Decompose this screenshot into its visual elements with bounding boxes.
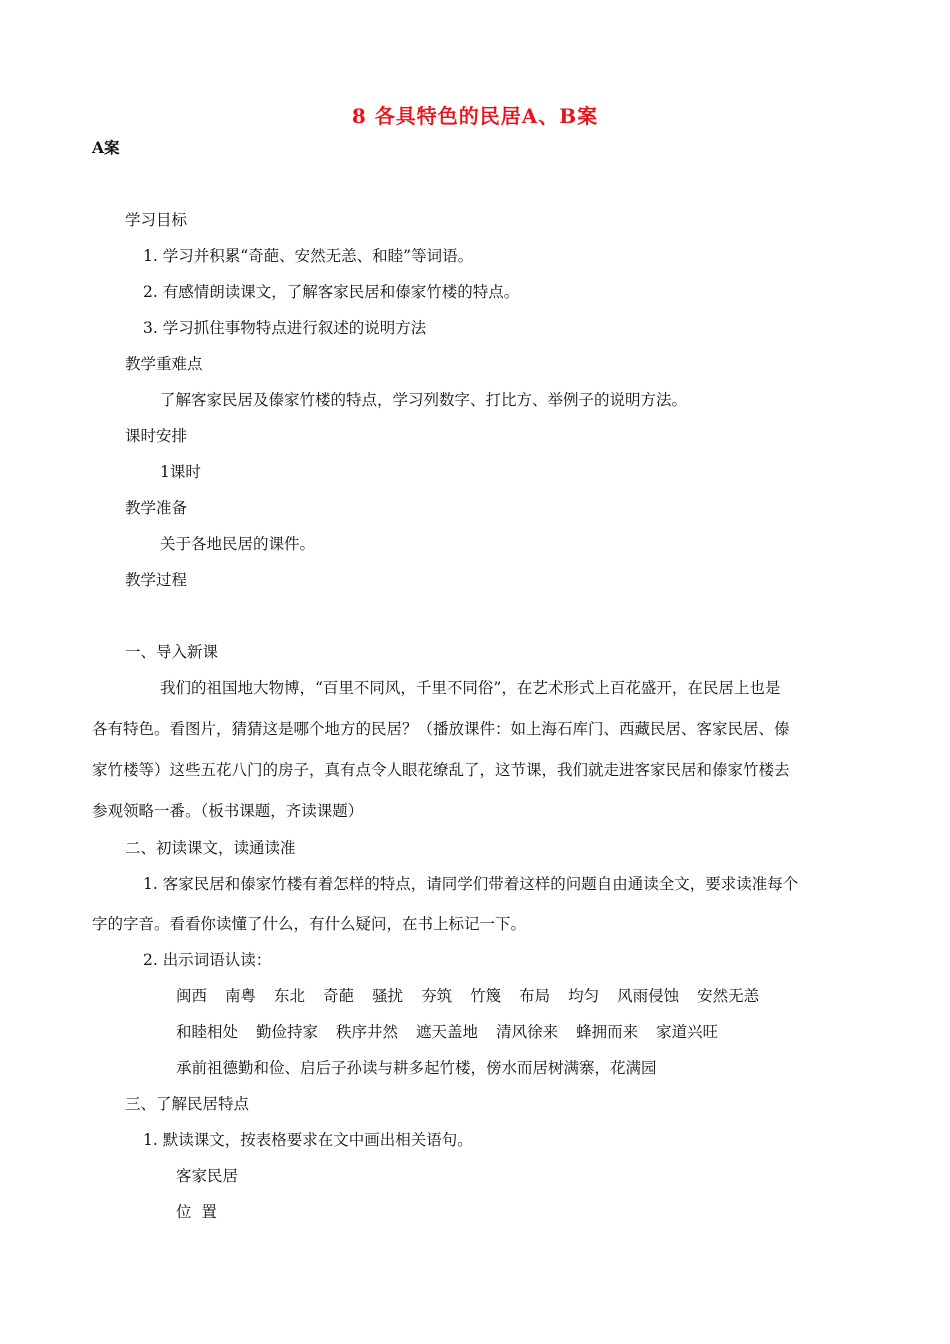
vocab-word: 家道兴旺 xyxy=(656,1023,719,1041)
step-2-item-2: 2. 出示词语认读： xyxy=(143,951,272,969)
vocab-word: 和睦相处 xyxy=(176,1023,239,1041)
vocab-word: 遮天盖地 xyxy=(416,1023,479,1041)
preparation-heading: 教学准备 xyxy=(125,499,188,517)
vocab-word: 竹篾 xyxy=(470,987,502,1005)
vocab-word: 蜂拥而来 xyxy=(576,1023,639,1041)
process-heading: 教学过程 xyxy=(125,571,188,589)
vocab-word: 奇葩 xyxy=(323,987,355,1005)
vocab-word: 清风徐来 xyxy=(496,1023,559,1041)
step-1-paragraph-line-4: 参观领略一番。（板书课题，齐读课题） xyxy=(92,802,364,820)
step-1-title: 一、导入新课 xyxy=(125,643,219,661)
vocab-word: 安然无恙 xyxy=(697,987,760,1005)
goals-heading: 学习目标 xyxy=(125,211,188,229)
vocab-word: 东北 xyxy=(274,987,306,1005)
step-1-paragraph-line-3: 家竹楼等）这些五花八门的房子，真有点令人眼花缭乱了，这节课，我们就走进客家民居和傣家竹楼去 xyxy=(92,761,790,779)
key-points-text: 了解客家民居及傣家竹楼的特点，学习列数字、打比方、举例子的说明方法。 xyxy=(160,391,688,409)
vocab-word: 勤俭持家 xyxy=(256,1023,319,1041)
step-2-paragraph-line-2: 字的字音。看看你读懂了什么，有什么疑问，在书上标记一下。 xyxy=(92,915,527,933)
vocabulary-row-1 xyxy=(176,986,777,1006)
step-2-paragraph-line-1: 1. 客家民居和傣家竹楼有着怎样的特点，请同学们带着这样的问题自由通读全文，要求读准每个 xyxy=(143,875,799,893)
goal-item-3: 3. 学习抓住事物特点进行叙述的说明方法 xyxy=(143,319,427,337)
vocab-word: 骚扰 xyxy=(372,987,404,1005)
key-points-heading: 教学重难点 xyxy=(125,355,203,373)
step-1-paragraph-line-1: 我们的祖国地大物博，“百里不同风，千里不同俗”，在艺术形式上百花盛开，在民居上也是 xyxy=(160,679,781,697)
vocab-word: 南粤 xyxy=(225,987,257,1005)
vocab-word: 夯筑 xyxy=(421,987,453,1005)
step-3-title: 三、了解民居特点 xyxy=(125,1095,250,1113)
table-label: 客家民居 xyxy=(176,1167,239,1185)
goal-item-1: 1. 学习并积累“奇葩、安然无恙、和睦”等词语。 xyxy=(143,247,474,265)
step-1-paragraph-line-2: 各有特色。看图片，猜猜这是哪个地方的民居？（播放课件：如上海石库门、西藏民居、客家民居、傣 xyxy=(92,720,790,738)
table-row-location: 位 置 xyxy=(176,1203,217,1221)
vocab-word: 风雨侵蚀 xyxy=(617,987,680,1005)
vocabulary-row-3: 承前祖德勤和俭、启后子孙读与耕多起竹楼，傍水而居树满寨，花满园 xyxy=(176,1059,657,1077)
vocab-word: 均匀 xyxy=(568,987,600,1005)
preparation-text: 关于各地民居的课件。 xyxy=(160,535,316,553)
schedule-heading: 课时安排 xyxy=(125,427,188,445)
vocab-word: 闽西 xyxy=(176,987,208,1005)
step-2-title: 二、初读课文，读通读准 xyxy=(125,839,296,857)
section-a-heading: A案 xyxy=(92,138,120,157)
vocab-word: 秩序井然 xyxy=(336,1023,399,1041)
vocabulary-row-2 xyxy=(176,1022,736,1042)
step-3-item-1: 1. 默读课文，按表格要求在文中画出相关语句。 xyxy=(143,1131,473,1149)
document-title: 8 各具特色的民居A、B案 xyxy=(351,104,599,128)
schedule-text: 1课时 xyxy=(160,463,201,481)
vocab-word: 布局 xyxy=(519,987,551,1005)
goal-item-2: 2. 有感情朗读课文，了解客家民居和傣家竹楼的特点。 xyxy=(143,283,520,301)
